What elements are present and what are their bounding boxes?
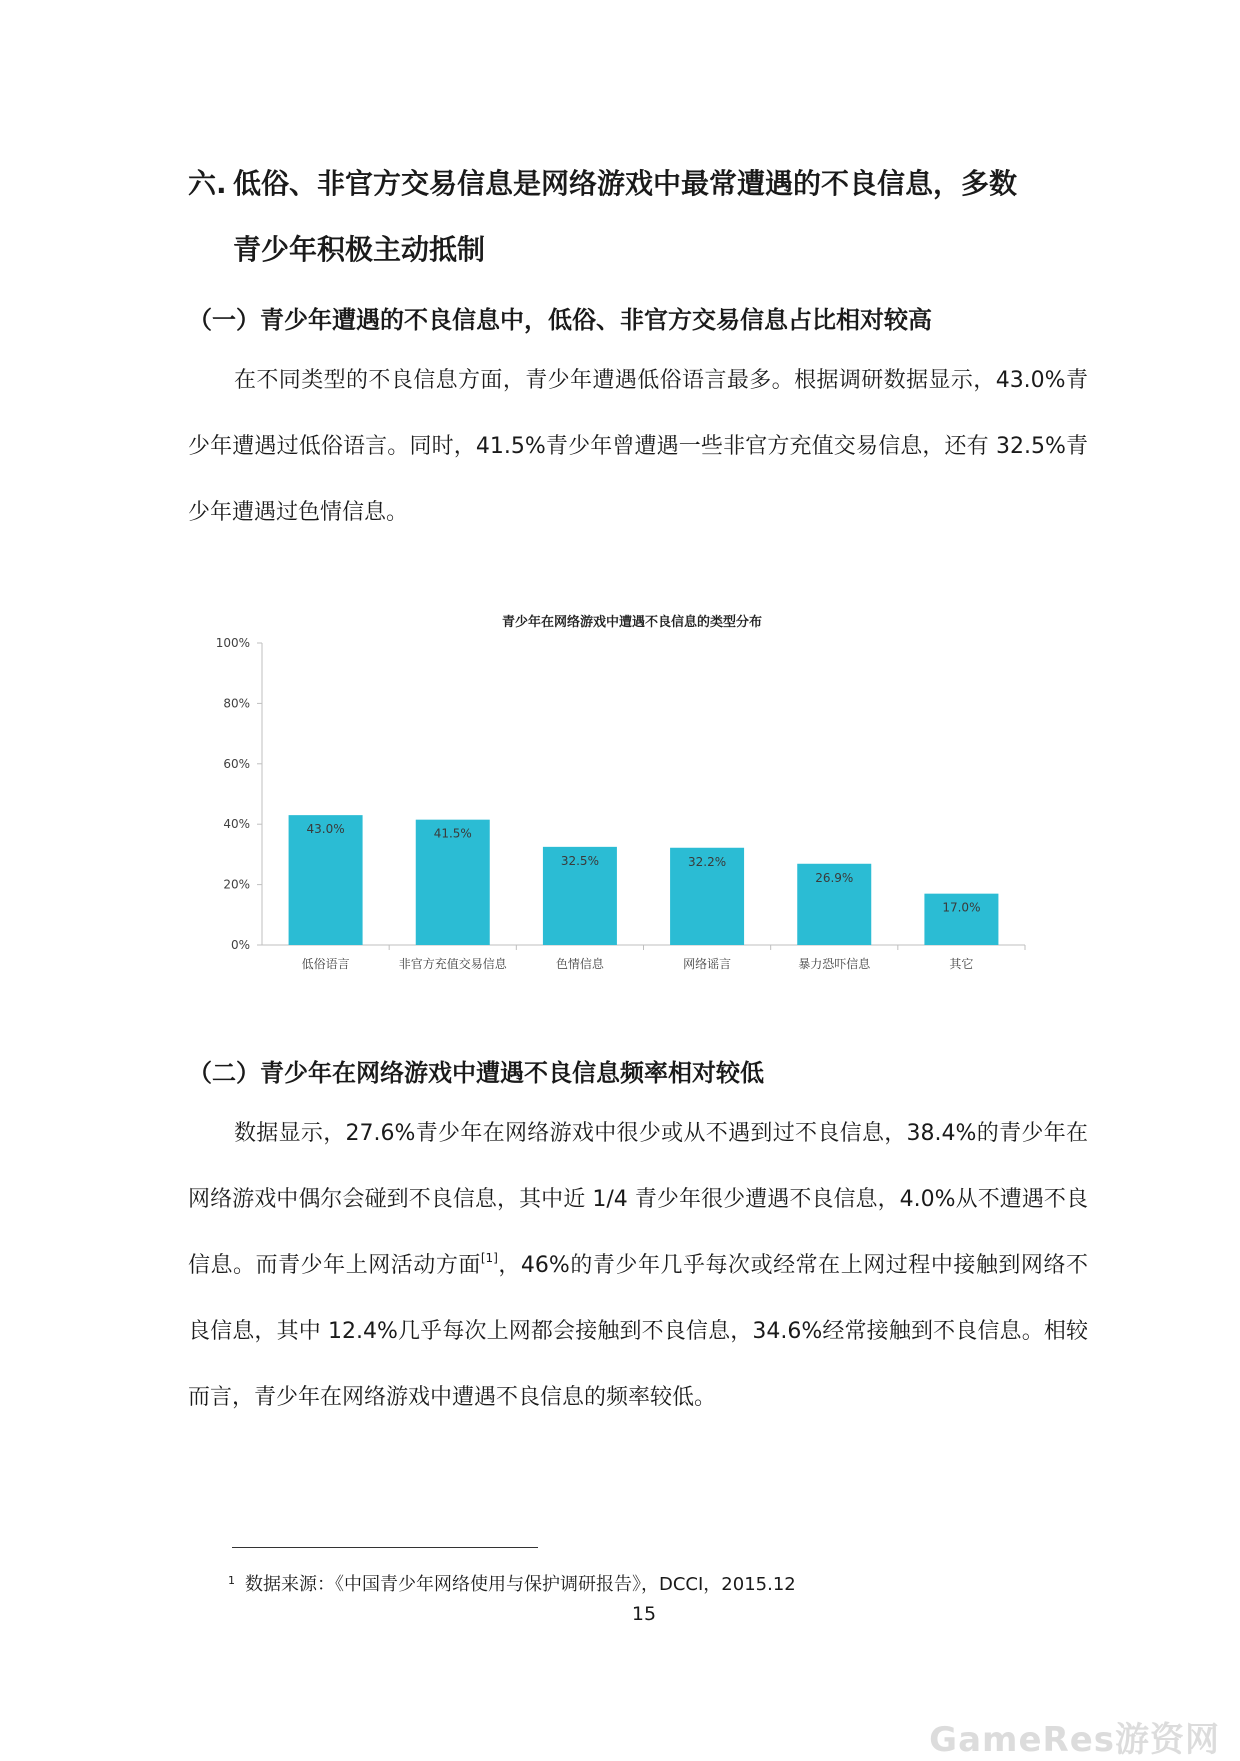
- y-tick-label: 80%: [223, 696, 250, 711]
- bar-value-label: 17.0%: [942, 900, 981, 915]
- paragraph-2: [188, 1101, 1088, 1431]
- page-number: 15: [631, 1603, 657, 1625]
- bar-value-label: 32.5%: [560, 853, 599, 868]
- paragraph-1: 在不同类型的不良信息方面，青少年遭遇低俗语言最多。根据调研数据显示，43.0%青少年遭遇过低俗语言。同时，41.5%青少年曾遭遇一些非官方充值交易信息，还有 32.5%青少年遭遇过色情信息。: [188, 368, 1088, 525]
- y-tick-label: 0%: [230, 938, 250, 952]
- paragraph-2-text-a: 数据显示，27.6%青少年在网络游戏中很少或从不遇到过不良信息，38.4%的青少年在网络游戏中偶尔会碰到不良信息，其中近 1/4 青少年很少遭遇不良信息，4.0%从不遭遇不良信息。而青少年上网活动方面: [188, 1121, 1088, 1278]
- bar-chart: [200, 605, 1040, 985]
- chart-svg: [200, 605, 1040, 985]
- x-category-label: 其它: [949, 957, 974, 971]
- x-category-label: 网络谣言: [683, 957, 732, 971]
- footnote: [228, 1570, 796, 1596]
- chart-title: 青少年在网络游戏中遭遇不良信息的类型分布: [501, 615, 763, 630]
- section-number: 六.: [188, 167, 227, 200]
- subheading-1: （一）青少年遭遇的不良信息中，低俗、非官方交易信息占比相对较高: [188, 306, 932, 334]
- x-category-label: 色情信息: [555, 957, 604, 971]
- y-tick-label: 100%: [215, 636, 250, 650]
- subheading-2: （二）青少年在网络游戏中遭遇不良信息频率相对较低: [188, 1059, 764, 1087]
- y-tick-label: 40%: [223, 817, 250, 832]
- bar-value-label: 26.9%: [815, 870, 854, 885]
- watermark-logo: GameRes游资网: [929, 1720, 1220, 1760]
- bar-value-label: 41.5%: [433, 826, 472, 841]
- x-category-label: 低俗语言: [301, 957, 350, 971]
- paragraph-2-text-b: ，46%的青少年几乎每次或经常在上网过程中接触到网络不良信息，其中 12.4%几乎每次上网都会接触到不良信息，34.6%经常接触到不良信息。相较而言，青少年在网络游戏中遭遇不良信息的频率较低。: [188, 1253, 1088, 1410]
- x-category-label: 暴力恐吓信息: [798, 957, 871, 971]
- x-category-label: 非官方充值交易信息: [398, 957, 507, 971]
- bar-value-label: 32.2%: [688, 854, 727, 869]
- section-heading: [188, 152, 1088, 216]
- section-title-line2: 青少年积极主动抵制: [233, 233, 486, 266]
- bar-value-label: 43.0%: [306, 822, 345, 837]
- footnote-mark: 1: [228, 1574, 235, 1587]
- footnote-rule: [232, 1547, 538, 1548]
- section-title-line1: 低俗、非官方交易信息是网络游戏中最常遭遇的不良信息，多数: [233, 167, 1018, 200]
- footnote-ref[interactable]: [1]: [480, 1251, 498, 1265]
- section-heading-cont: [188, 218, 1088, 282]
- footnote-text: 数据来源：《中国青少年网络使用与保护调研报告》，DCCI，2015.12: [245, 1574, 796, 1595]
- y-tick-label: 60%: [223, 756, 250, 771]
- y-tick-label: 20%: [223, 877, 250, 892]
